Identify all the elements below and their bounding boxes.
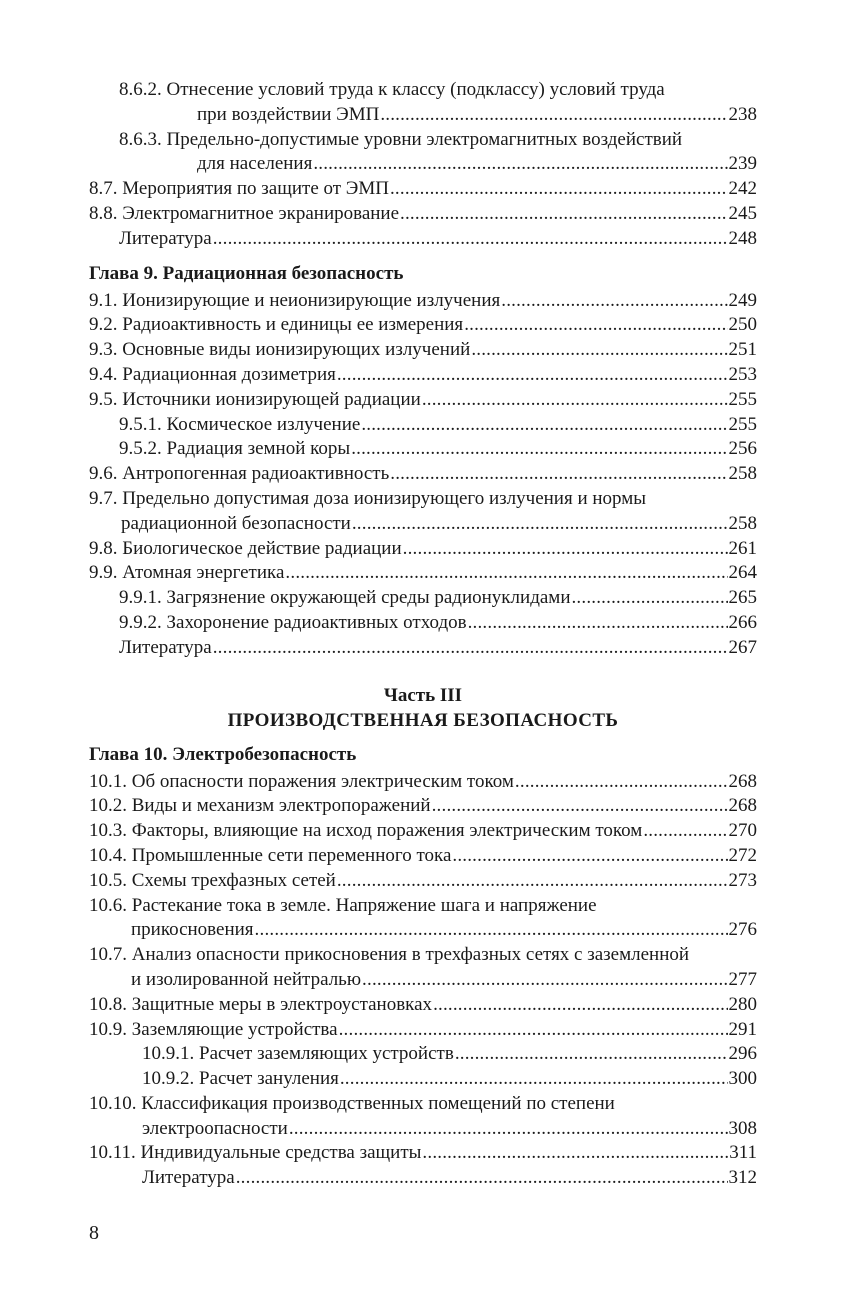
entry-number: 8.8.	[89, 202, 118, 224]
dot-leader	[455, 1042, 728, 1067]
entry-title: Предельно-допустимые уровни электромагнитных воздействий	[166, 128, 683, 150]
entry-number: 8.7.	[89, 178, 118, 200]
toc-entry-literature-8	[89, 227, 757, 252]
table-of-contents	[89, 78, 757, 1191]
toc-entry-8-8	[89, 202, 757, 227]
entry-number: 9.5.	[89, 388, 118, 410]
toc-entry-10-10	[89, 1092, 757, 1142]
entry-title-cont: при воздействии ЭМП	[197, 103, 380, 125]
entry-number: 10.9.	[89, 1018, 127, 1040]
toc-entry-10-11	[89, 1141, 757, 1166]
entry-page: 251	[728, 339, 757, 361]
dot-leader	[337, 869, 728, 894]
entry-page: 249	[728, 289, 757, 311]
toc-entry-8-6-3	[89, 128, 757, 178]
entry-number: 9.1.	[89, 289, 118, 311]
entry-title: Ионизирующие и неионизирующие излучения	[122, 289, 501, 311]
toc-entry-10-9-2	[89, 1067, 757, 1092]
entry-page: 239	[728, 153, 757, 175]
dot-leader	[501, 289, 727, 314]
entry-page: 276	[728, 919, 757, 941]
entry-number: 9.9.2.	[119, 611, 162, 633]
toc-entry-10-8	[89, 993, 757, 1018]
entry-title: Радиоактивность и единицы ее измерения	[122, 314, 464, 336]
dot-leader	[213, 636, 728, 661]
entry-title: Основные виды ионизирующих излучений	[122, 339, 471, 361]
part-label: Часть III	[383, 684, 463, 706]
dot-leader	[380, 103, 727, 128]
entry-number: 9.6.	[89, 463, 118, 485]
dot-leader	[433, 993, 727, 1018]
entry-title-cont: прикосновения	[131, 919, 254, 941]
entry-page: 266	[728, 611, 757, 633]
toc-entry-literature-9	[89, 636, 757, 661]
toc-entry-10-9-1	[89, 1042, 757, 1067]
entry-page: 272	[728, 844, 757, 866]
dot-leader	[236, 1166, 728, 1191]
toc-entry-9-9	[89, 561, 757, 586]
entry-number: 10.2.	[89, 795, 127, 817]
entry-title-cont: радиационной безопасности	[121, 512, 351, 534]
entry-title: Космическое излучение	[166, 413, 361, 435]
toc-entry-9-4	[89, 363, 757, 388]
entry-title: Заземляющие устройства	[131, 1018, 338, 1040]
chapter-10-heading: Глава 10. Электробезопасность	[89, 743, 357, 765]
entry-number: 10.10.	[89, 1092, 137, 1114]
entry-page: 248	[728, 227, 757, 249]
toc-entry-9-9-1	[89, 586, 757, 611]
entry-title: Промышленные сети переменного тока	[131, 844, 452, 866]
entry-number: 10.1.	[89, 770, 127, 792]
entry-page: 308	[728, 1117, 757, 1139]
entry-number: 9.4.	[89, 363, 118, 385]
entry-title: Классификация производственных помещений по степени	[141, 1092, 615, 1114]
entry-number: 8.6.2.	[119, 79, 162, 100]
entry-number: 9.7.	[89, 487, 118, 509]
entry-title-cont: для населения	[197, 153, 313, 175]
entry-title: Защитные меры в электроустановках	[131, 993, 433, 1015]
entry-page: 267	[728, 636, 757, 658]
entry-page: 311	[729, 1142, 757, 1164]
toc-entry-8-7	[89, 177, 757, 202]
toc-entry-9-2	[89, 313, 757, 338]
toc-entry-9-3	[89, 338, 757, 363]
dot-leader	[571, 586, 727, 611]
entry-title: Схемы трехфазных сетей	[131, 869, 336, 891]
toc-entry-9-1	[89, 289, 757, 314]
entry-number: 9.5.1.	[119, 413, 162, 435]
entry-page: 268	[728, 770, 757, 792]
entry-title: Литература	[119, 636, 212, 658]
entry-title: Виды и механизм электропоражений	[131, 795, 431, 817]
dot-leader	[432, 794, 728, 819]
toc-entry-10-4	[89, 844, 757, 869]
entry-title: Биологическое действие радиации	[122, 537, 402, 559]
entry-title: Источники ионизирующей радиации	[122, 388, 421, 410]
toc-entry-9-6	[89, 462, 757, 487]
dot-leader	[313, 152, 727, 177]
dot-leader	[361, 413, 727, 438]
entry-page: 258	[728, 463, 757, 485]
dot-leader	[339, 1018, 728, 1043]
entry-page: 250	[728, 314, 757, 336]
entry-page: 238	[728, 103, 757, 125]
toc-entry-8-6-2	[89, 78, 757, 128]
toc-entry-9-8	[89, 537, 757, 562]
toc-entry-9-7	[89, 487, 757, 537]
entry-title: Захоронение радиоактивных отходов	[166, 611, 467, 633]
entry-page: 261	[728, 537, 757, 559]
part-title: ПРОИЗВОДСТВЕННАЯ БЕЗОПАСНОСТЬ	[227, 709, 619, 731]
entry-title: Факторы, влияющие на исход поражения электрическим током	[131, 820, 643, 842]
entry-page: 253	[728, 363, 757, 385]
toc-entry-10-6	[89, 894, 757, 944]
entry-page: 242	[728, 178, 757, 200]
entry-number: 10.6.	[89, 894, 127, 916]
toc-entry-10-2	[89, 794, 757, 819]
dot-leader	[340, 1067, 728, 1092]
entry-title: Антропогенная радиоактивность	[122, 463, 390, 485]
toc-entry-10-3	[89, 819, 757, 844]
entry-page: 264	[728, 562, 757, 584]
dot-leader	[403, 537, 728, 562]
entry-title: Отнесение условий труда к классу (подклассу) условий труда	[166, 79, 665, 100]
chapter-9-heading: Глава 9. Радиационная безопасность	[89, 262, 404, 284]
entry-number: 10.4.	[89, 844, 127, 866]
toc-entry-10-7	[89, 943, 757, 993]
entry-title: Литература	[119, 227, 212, 249]
entry-page: 277	[728, 968, 757, 990]
entry-title: Анализ опасности прикосновения в трехфазных сетях с заземленной	[131, 944, 690, 966]
dot-leader	[213, 227, 728, 252]
dot-leader	[390, 462, 727, 487]
dot-leader	[390, 177, 728, 202]
entry-page: 256	[728, 438, 757, 460]
toc-entry-10-9	[89, 1018, 757, 1043]
toc-entry-9-5	[89, 388, 757, 413]
entry-title-cont: электроопасности	[142, 1117, 288, 1139]
entry-page: 291	[728, 1018, 757, 1040]
entry-page: 300	[728, 1068, 757, 1090]
entry-page: 270	[728, 820, 757, 842]
dot-leader	[471, 338, 727, 363]
entry-number: 10.8.	[89, 993, 127, 1015]
entry-page: 268	[728, 795, 757, 817]
entry-title: Об опасности поражения электрическим током	[131, 770, 514, 792]
entry-page: 312	[728, 1167, 757, 1189]
entry-number: 10.3.	[89, 820, 127, 842]
dot-leader	[352, 512, 728, 537]
dot-leader	[452, 844, 727, 869]
entry-title: Электромагнитное экранирование	[122, 202, 400, 224]
entry-title: Предельно допустимая доза ионизирующего излучения и нормы	[122, 487, 647, 509]
entry-number: 10.9.2.	[142, 1068, 195, 1090]
entry-title: Расчет зануления	[199, 1068, 339, 1090]
entry-number: 9.5.2.	[119, 438, 162, 460]
dot-leader	[285, 561, 727, 586]
entry-title: Мероприятия по защите от ЭМП	[122, 178, 389, 200]
dot-leader	[337, 363, 728, 388]
toc-entry-9-9-2	[89, 611, 757, 636]
entry-number: 8.6.3.	[119, 128, 162, 150]
dot-leader	[400, 202, 727, 227]
entry-page: 258	[728, 512, 757, 534]
entry-title: Расчет заземляющих устройств	[199, 1043, 454, 1065]
entry-page: 296	[728, 1043, 757, 1065]
entry-number: 10.5.	[89, 869, 127, 891]
entry-title: Индивидуальные средства защиты	[140, 1142, 422, 1164]
entry-number: 10.7.	[89, 944, 127, 966]
dot-leader	[255, 918, 728, 943]
entry-title-cont: и изолированной нейтралью	[131, 968, 362, 990]
dot-leader	[464, 313, 727, 338]
entry-page: 280	[728, 993, 757, 1015]
dot-leader	[289, 1117, 728, 1142]
page-number: 8	[89, 1222, 99, 1244]
entry-number: 10.9.1.	[142, 1043, 195, 1065]
entry-title: Радиационная дозиметрия	[122, 363, 336, 385]
dot-leader	[422, 388, 728, 413]
toc-entry-literature-10	[89, 1166, 757, 1191]
dot-leader	[468, 611, 728, 636]
entry-number: 9.2.	[89, 314, 118, 336]
entry-number: 9.8.	[89, 537, 118, 559]
entry-page: 245	[728, 202, 757, 224]
toc-entry-9-5-1	[89, 413, 757, 438]
entry-page: 273	[728, 869, 757, 891]
entry-number: 9.3.	[89, 339, 118, 361]
toc-entry-10-1	[89, 770, 757, 795]
entry-title: Литература	[142, 1167, 235, 1189]
entry-title: Атомная энергетика	[122, 562, 285, 584]
dot-leader	[362, 968, 727, 993]
dot-leader	[422, 1141, 728, 1166]
entry-title: Радиация земной коры	[166, 438, 351, 460]
entry-title: Загрязнение окружающей среды радионуклидами	[166, 587, 571, 609]
entry-page: 255	[728, 413, 757, 435]
toc-entry-10-5	[89, 869, 757, 894]
entry-number: 9.9.	[89, 562, 118, 584]
entry-number: 10.11.	[89, 1142, 136, 1164]
entry-page: 265	[728, 587, 757, 609]
entry-title: Растекание тока в земле. Напряжение шага и напряжение	[131, 894, 597, 916]
dot-leader	[515, 770, 728, 795]
dot-leader	[351, 437, 727, 462]
toc-entry-9-5-2	[89, 437, 757, 462]
dot-leader	[643, 819, 727, 844]
entry-number: 9.9.1.	[119, 587, 162, 609]
entry-page: 255	[728, 388, 757, 410]
